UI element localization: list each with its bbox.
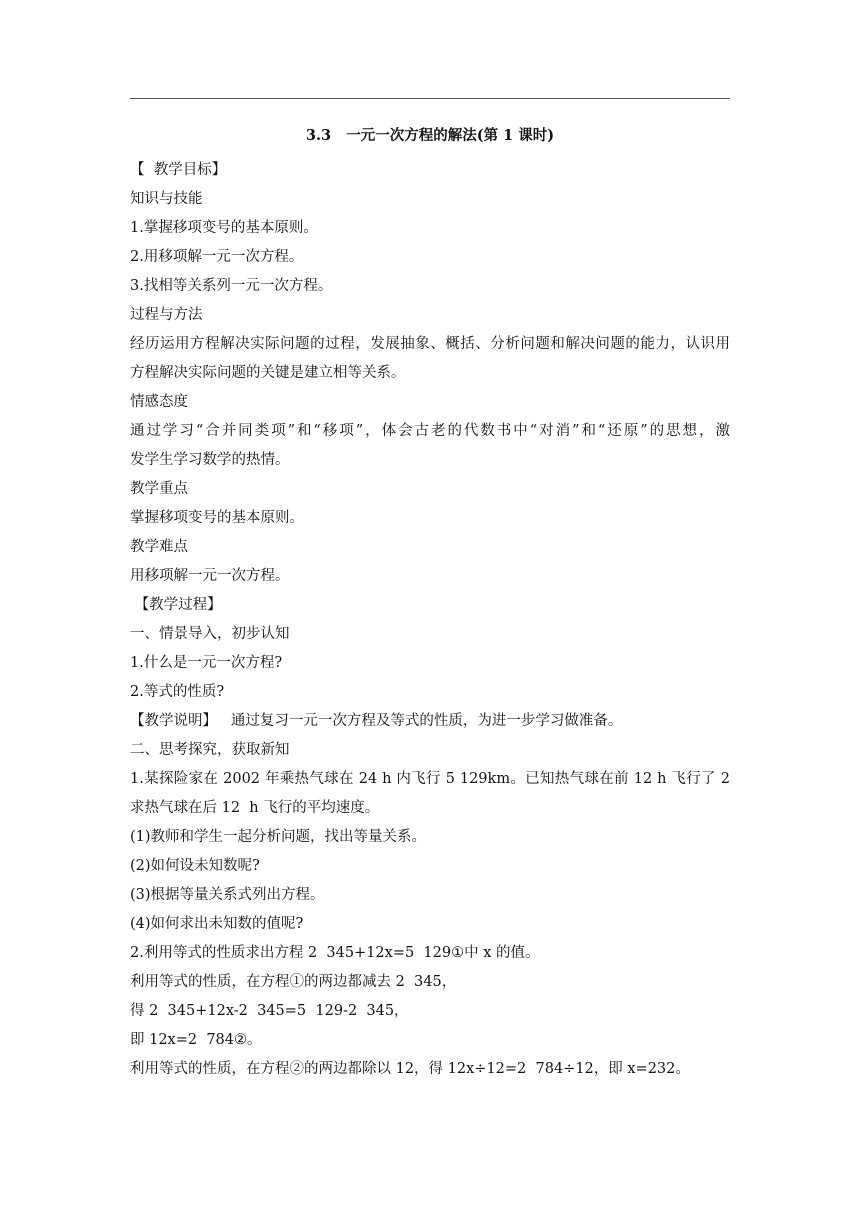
section-heading-objectives: 【 教学目标】 <box>130 162 227 178</box>
paragraph-line: 经历运用方程解决实际问题的过程，发展抽象、概括、分析问题和解决问题的能力，认识用 <box>130 336 730 352</box>
paragraph-line: 方程解决实际问题的关键是建立相等关系。 <box>130 365 406 381</box>
header-rule <box>130 98 730 99</box>
section-heading-process: 【教学过程】 <box>130 597 222 613</box>
objective-item: 2.用移项解一元一次方程。 <box>130 249 304 265</box>
subheading-knowledge-skills: 知识与技能 <box>130 191 203 207</box>
teaching-note: 【教学说明】 通过复习一元一次方程及等式的性质，为进一步学习做准备。 <box>130 713 623 729</box>
solution-line: 得 2 345+12x-2 345=5 129-2 345， <box>130 1003 409 1019</box>
subheading-process-method: 过程与方法 <box>130 307 203 323</box>
solution-line: 利用等式的性质，在方程①的两边都减去 2 345， <box>130 974 457 990</box>
sub-question-item: (4)如何求出未知数的值呢? <box>130 916 304 932</box>
step-heading: 二、思考探究，获取新知 <box>130 742 290 758</box>
sub-question-item: (3)根据等量关系式列出方程。 <box>130 887 325 903</box>
solution-line: 即 12x=2 784②。 <box>130 1032 262 1048</box>
problem-line: 2.利用等式的性质求出方程 2 345+12x=5 129①中 x 的值。 <box>130 945 540 961</box>
problem-line: 1.某探险家在 2002 年乘热气球在 24 h 内飞行 5 129km。已知热气球在前 12 h 飞行了 2 <box>130 771 730 787</box>
paragraph-line: 发学生学习数学的热情。 <box>130 452 290 468</box>
document-body <box>130 156 730 1084</box>
paragraph-line: 通过学习“合并同类项”和“移项”，体会古老的代数书中“对消”和“还原”的思想，激 <box>130 423 730 439</box>
document-title: 3.3 一元一次方程的解法(第 1 课时) <box>305 127 555 144</box>
solution-line: 利用等式的性质，在方程②的两边都除以 12，得 12x÷12=2 784÷12，即 x=232。 <box>130 1061 690 1077</box>
subheading-attitude: 情感态度 <box>130 394 188 410</box>
sub-question-item: (2)如何设未知数呢? <box>130 858 260 874</box>
paragraph-line: 用移项解一元一次方程。 <box>130 568 290 584</box>
paragraph-line: 掌握移项变号的基本原则。 <box>130 510 304 526</box>
subheading-difficulty: 教学难点 <box>130 539 188 555</box>
sub-question-item: (1)教师和学生一起分析问题，找出等量关系。 <box>130 829 427 845</box>
objective-item: 1.掌握移项变号的基本原则。 <box>130 220 318 236</box>
question-item: 1.什么是一元一次方程? <box>130 655 283 671</box>
problem-line: 求热气球在后 12 h 飞行的平均速度。 <box>130 800 380 816</box>
objective-item: 3.找相等关系列一元一次方程。 <box>130 278 333 294</box>
question-item: 2.等式的性质? <box>130 684 225 700</box>
subheading-key-point: 教学重点 <box>130 481 188 497</box>
step-heading: 一、情景导入，初步认知 <box>130 626 290 642</box>
